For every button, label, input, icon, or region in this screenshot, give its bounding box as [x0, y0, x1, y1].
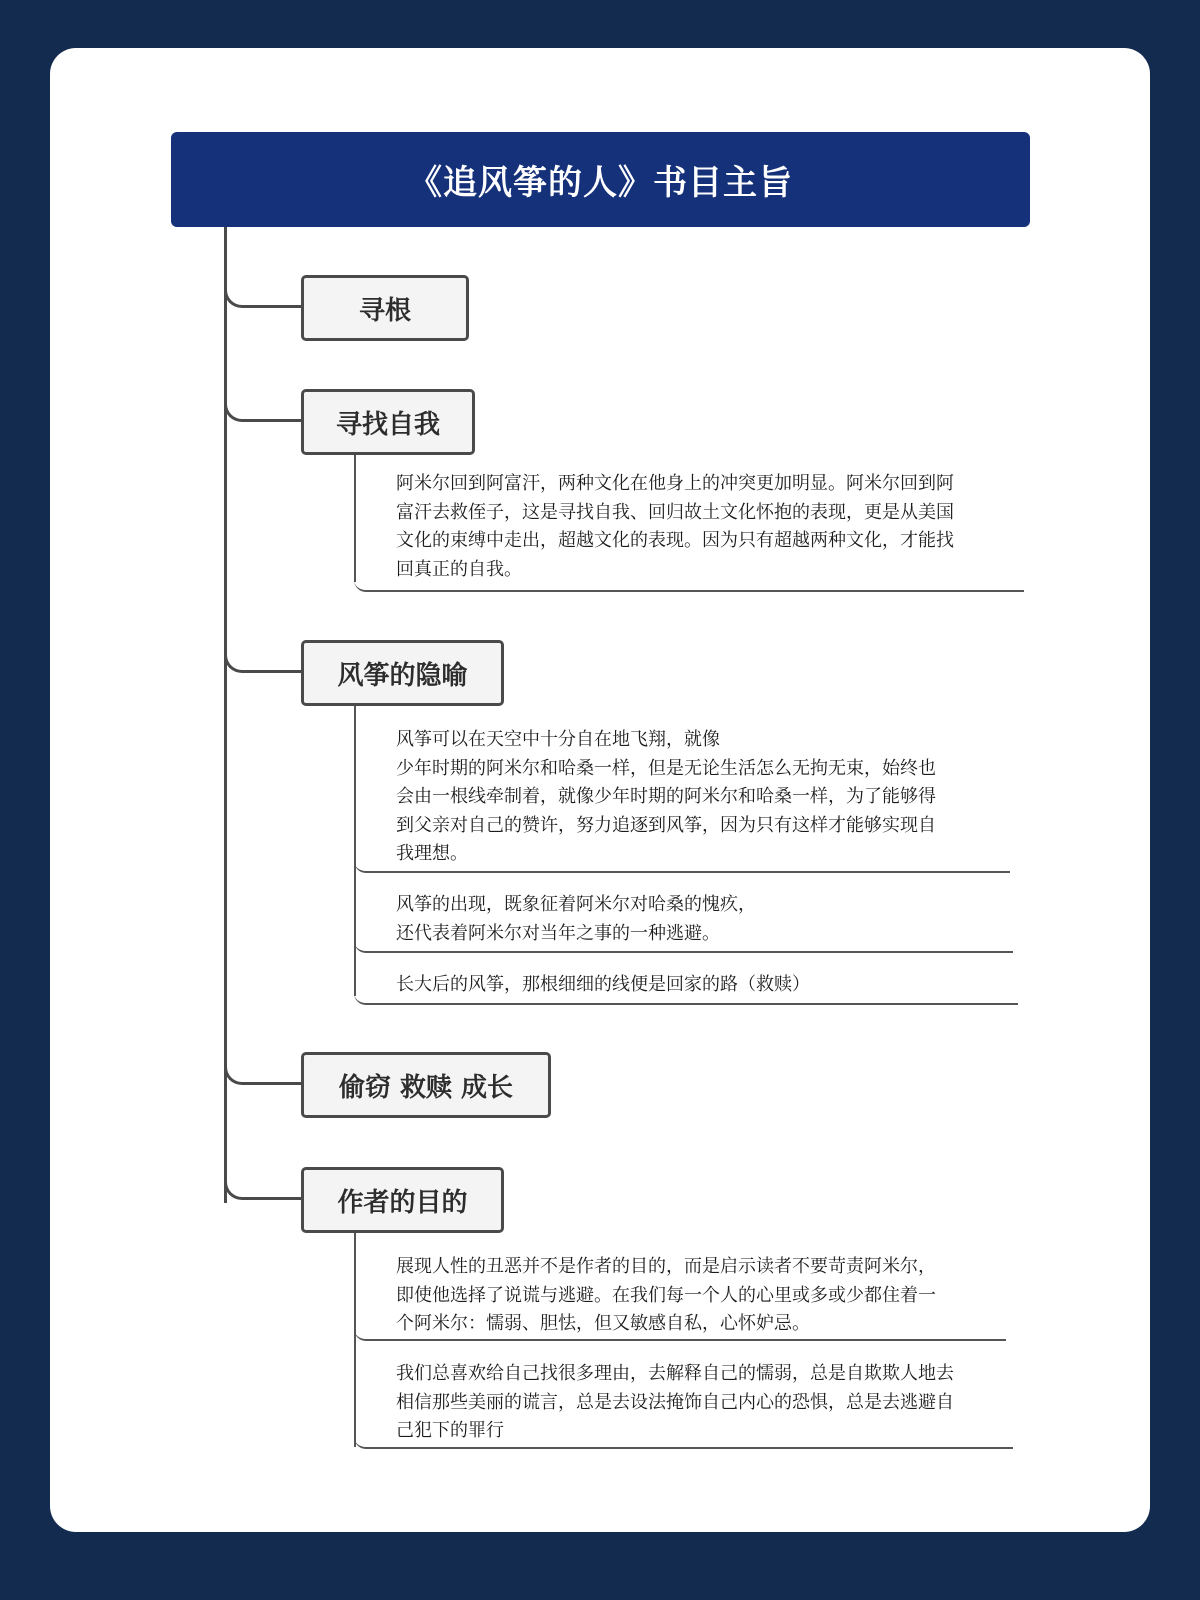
branch-connector	[224, 645, 301, 673]
topic-node-theft-redemption-growth[interactable]: 偷窃 救赎 成长	[301, 1052, 551, 1118]
note-item	[354, 1253, 1006, 1341]
note-item	[354, 891, 1013, 953]
branch-connector	[224, 1057, 301, 1085]
note-item	[354, 726, 1010, 873]
topic-node-finding-self[interactable]: 寻找自我	[301, 389, 475, 455]
note-text: 阿米尔回到阿富汗，两种文化在他身上的冲突更加明显。阿米尔回到阿 富汗去救侄子，这是寻找自我、回归故土文化怀抱的表现，更是从美国 文化的束缚中走出，超越文化的表现。因为只有超越两种文化，才能找 回真正的自我。	[396, 473, 954, 580]
branch-connector	[224, 280, 301, 308]
note-item	[354, 1360, 1013, 1449]
note-text: 长大后的风筝，那根细细的线便是回家的路（救赎）	[396, 974, 810, 995]
note-item	[354, 470, 1024, 592]
topic-node-seeking-roots[interactable]: 寻根	[301, 275, 469, 341]
topic-node-author-purpose[interactable]: 作者的目的	[301, 1167, 504, 1233]
mindmap-title: 《追风筝的人》书目主旨	[171, 132, 1030, 227]
topic-node-kite-metaphor[interactable]: 风筝的隐喻	[301, 640, 504, 706]
note-text: 风筝可以在天空中十分自在地飞翔，就像 少年时期的阿米尔和哈桑一样，但是无论生活怎么无拘无束，始终也 会由一根线牵制着，就像少年时期的阿米尔和哈桑一样，为了能够得 到父亲对自己的赞许，努力追逐到风筝，因为只有这样才能够实现自 我理想。	[396, 729, 936, 864]
note-text: 我们总喜欢给自己找很多理由，去解释自己的懦弱，总是自欺欺人地去 相信那些美丽的谎言，总是去设法掩饰自己内心的恐惧，总是去逃避自 己犯下的罪行	[396, 1363, 954, 1441]
note-text: 风筝的出现，既象征着阿米尔对哈桑的愧疚， 还代表着阿米尔对当年之事的一种逃避。	[396, 894, 756, 944]
branch-connector	[224, 394, 301, 422]
branch-connector	[224, 1172, 301, 1200]
note-text: 展现人性的丑恶并不是作者的目的，而是启示读者不要苛责阿米尔， 即使他选择了说谎与逃避。在我们每一个人的心里或多或少都住着一 个阿米尔：懦弱、胆怯，但又敏感自私，心怀妒忌。	[396, 1256, 936, 1334]
note-item	[354, 971, 1018, 1005]
